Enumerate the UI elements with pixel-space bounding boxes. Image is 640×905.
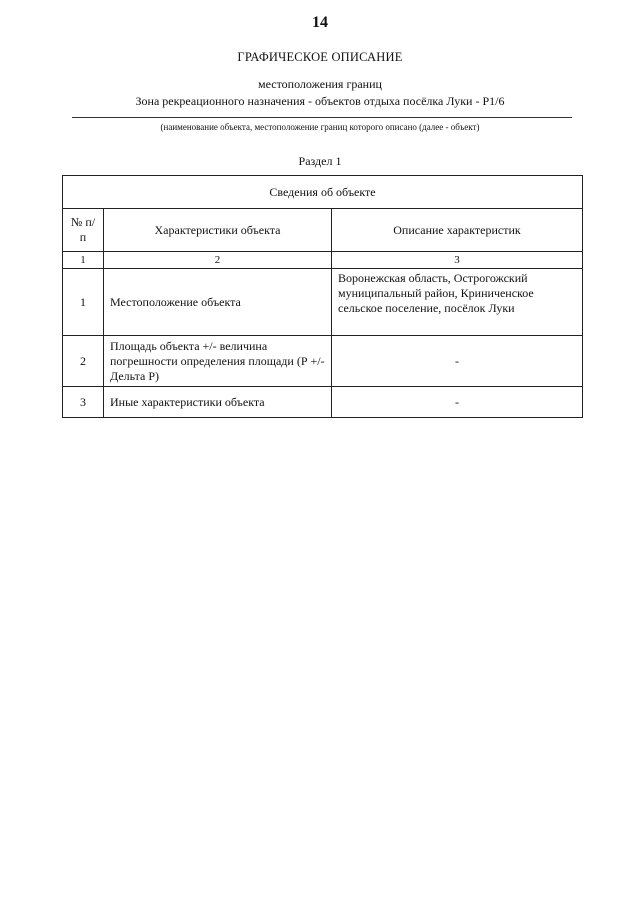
- table-caption-row: [63, 176, 583, 209]
- object-name-note: (наименование объекта, местоположение границ которого описано (далее - объект): [160, 122, 480, 132]
- table-row: [63, 269, 583, 336]
- row-characteristic: Площадь объекта +/- величина погрешности определения площади (Р +/- Дельта Р): [104, 336, 332, 387]
- document-title: ГРАФИЧЕСКОЕ ОПИСАНИЕ: [237, 50, 403, 64]
- title-underline: [72, 117, 572, 118]
- table-header-row: [63, 209, 583, 252]
- row-characteristic: Иные характеристики объекта: [104, 387, 332, 418]
- row-characteristic: Местоположение объекта: [104, 269, 332, 336]
- row-num: 1: [63, 269, 104, 336]
- row-num: 2: [63, 336, 104, 387]
- row-description: Воронежская область, Острогожский муниципальный район, Криниченское сельское поселение, посёлок Луки: [332, 269, 583, 336]
- column-index-row: [63, 252, 583, 269]
- table-caption: Сведения об объекте: [63, 176, 583, 209]
- column-index-2: 2: [104, 252, 332, 269]
- subtitle-line-2: Зона рекреационного назначения - объектов отдыха посёлка Луки - Р1/6: [135, 94, 505, 108]
- page-number: 14: [312, 14, 328, 31]
- table-row: [63, 387, 583, 418]
- header-characteristic: Характеристики объекта: [104, 209, 332, 252]
- table-row: [63, 336, 583, 387]
- section-label: Раздел 1: [298, 154, 342, 168]
- subtitle-line-1: местоположения границ: [258, 77, 382, 91]
- object-info-table: [62, 175, 583, 418]
- column-index-1: 1: [63, 252, 104, 269]
- row-description: -: [332, 336, 583, 387]
- row-description: -: [332, 387, 583, 418]
- row-num: 3: [63, 387, 104, 418]
- header-num: № п/п: [63, 209, 104, 252]
- header-description: Описание характеристик: [332, 209, 583, 252]
- column-index-3: 3: [332, 252, 583, 269]
